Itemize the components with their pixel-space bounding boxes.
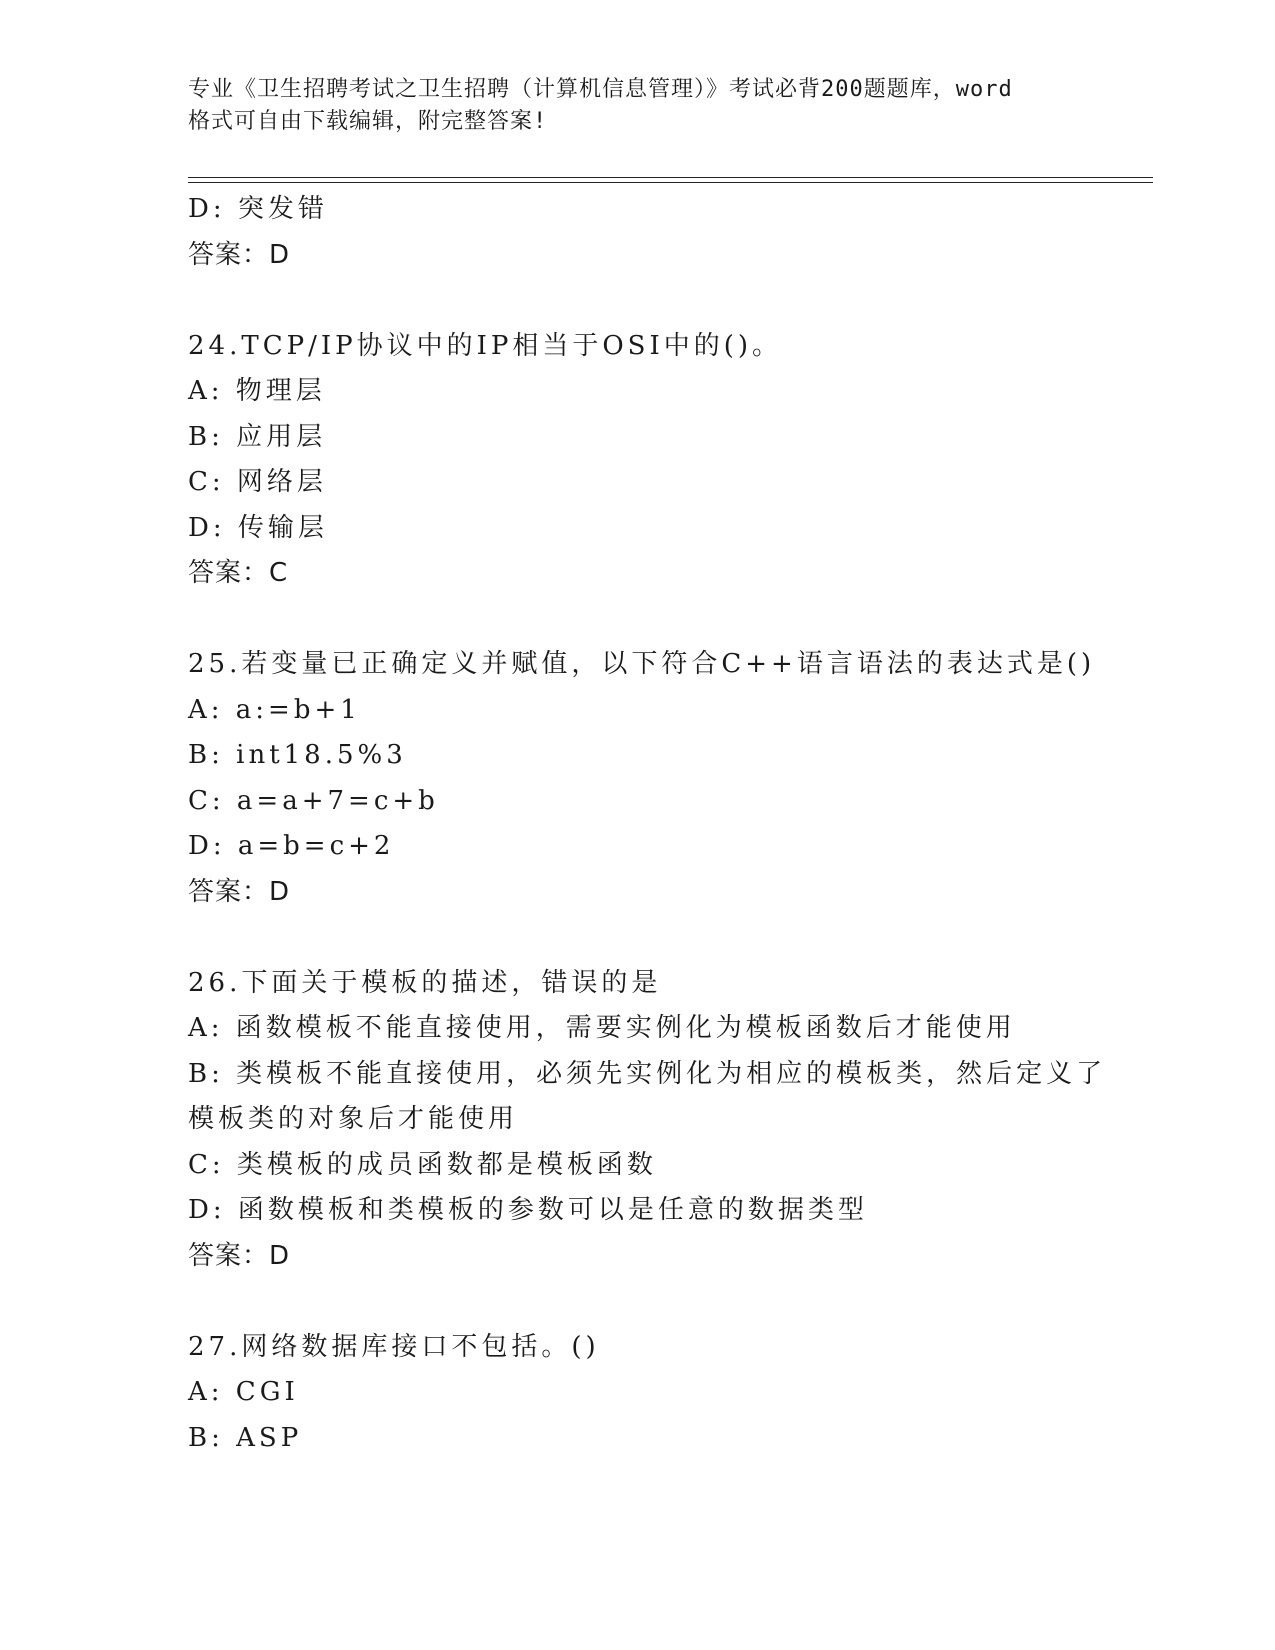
option-d: D: 突发错 [188,194,328,224]
question-list [188,187,1153,1461]
option-a: A: CGI [188,1377,299,1407]
option-b: B: int18.5%3 [188,740,407,770]
option-c: C: 类模板的成员函数都是模板函数 [188,1149,657,1180]
option-d: D: 传输层 [188,512,328,543]
question-stem: 24.TCP/IP协议中的IP相当于OSI中的()。 [188,330,783,361]
document-header [188,74,1088,138]
option-b: B: ASP [188,1422,303,1453]
option-c: C: a=a+7=c+b [188,785,439,816]
option-a: A: a:=b+1 [188,694,361,725]
answer-line: 答案：D [188,1240,291,1271]
option-d: D: a=b=c+2 [188,831,395,861]
option-a: A: 函数模板不能直接使用，需要实例化为模板函数后才能使用 [188,1013,1016,1043]
option-b: B: 应用层 [188,421,327,452]
header-line-1: 专业《卫生招聘考试之卫生招聘（计算机信息管理）》考试必背200题题库，word [188,77,1013,102]
option-c: C: 网络层 [188,467,327,497]
question-27 [188,1325,1153,1462]
question-stem: 27.网络数据库接口不包括。() [188,1331,600,1362]
question-26 [188,961,1153,1280]
header-divider-bottom [188,182,1153,183]
answer-line: 答案：D [188,876,291,907]
option-d: D: 函数模板和类模板的参数可以是任意的数据类型 [188,1195,868,1225]
option-b-continued: 模板类的对象后才能使用 [188,1104,519,1134]
header-line-2: 格式可自由下载编辑，附完整答案! [188,109,548,134]
question-24 [188,324,1153,597]
option-a: A: 物理层 [188,376,326,406]
answer-line: 答案：C [188,558,289,588]
question-25 [188,642,1153,915]
question-stem: 26.下面关于模板的描述，错误的是 [188,967,662,998]
header-divider-top [188,177,1153,178]
option-b: B: 类模板不能直接使用，必须先实例化为相应的模板类，然后定义了 [188,1058,1107,1089]
answer-line: 答案：D [188,239,291,270]
question-stem: 25.若变量已正确定义并赋值，以下符合C++语言语法的表达式是() [188,649,1096,679]
